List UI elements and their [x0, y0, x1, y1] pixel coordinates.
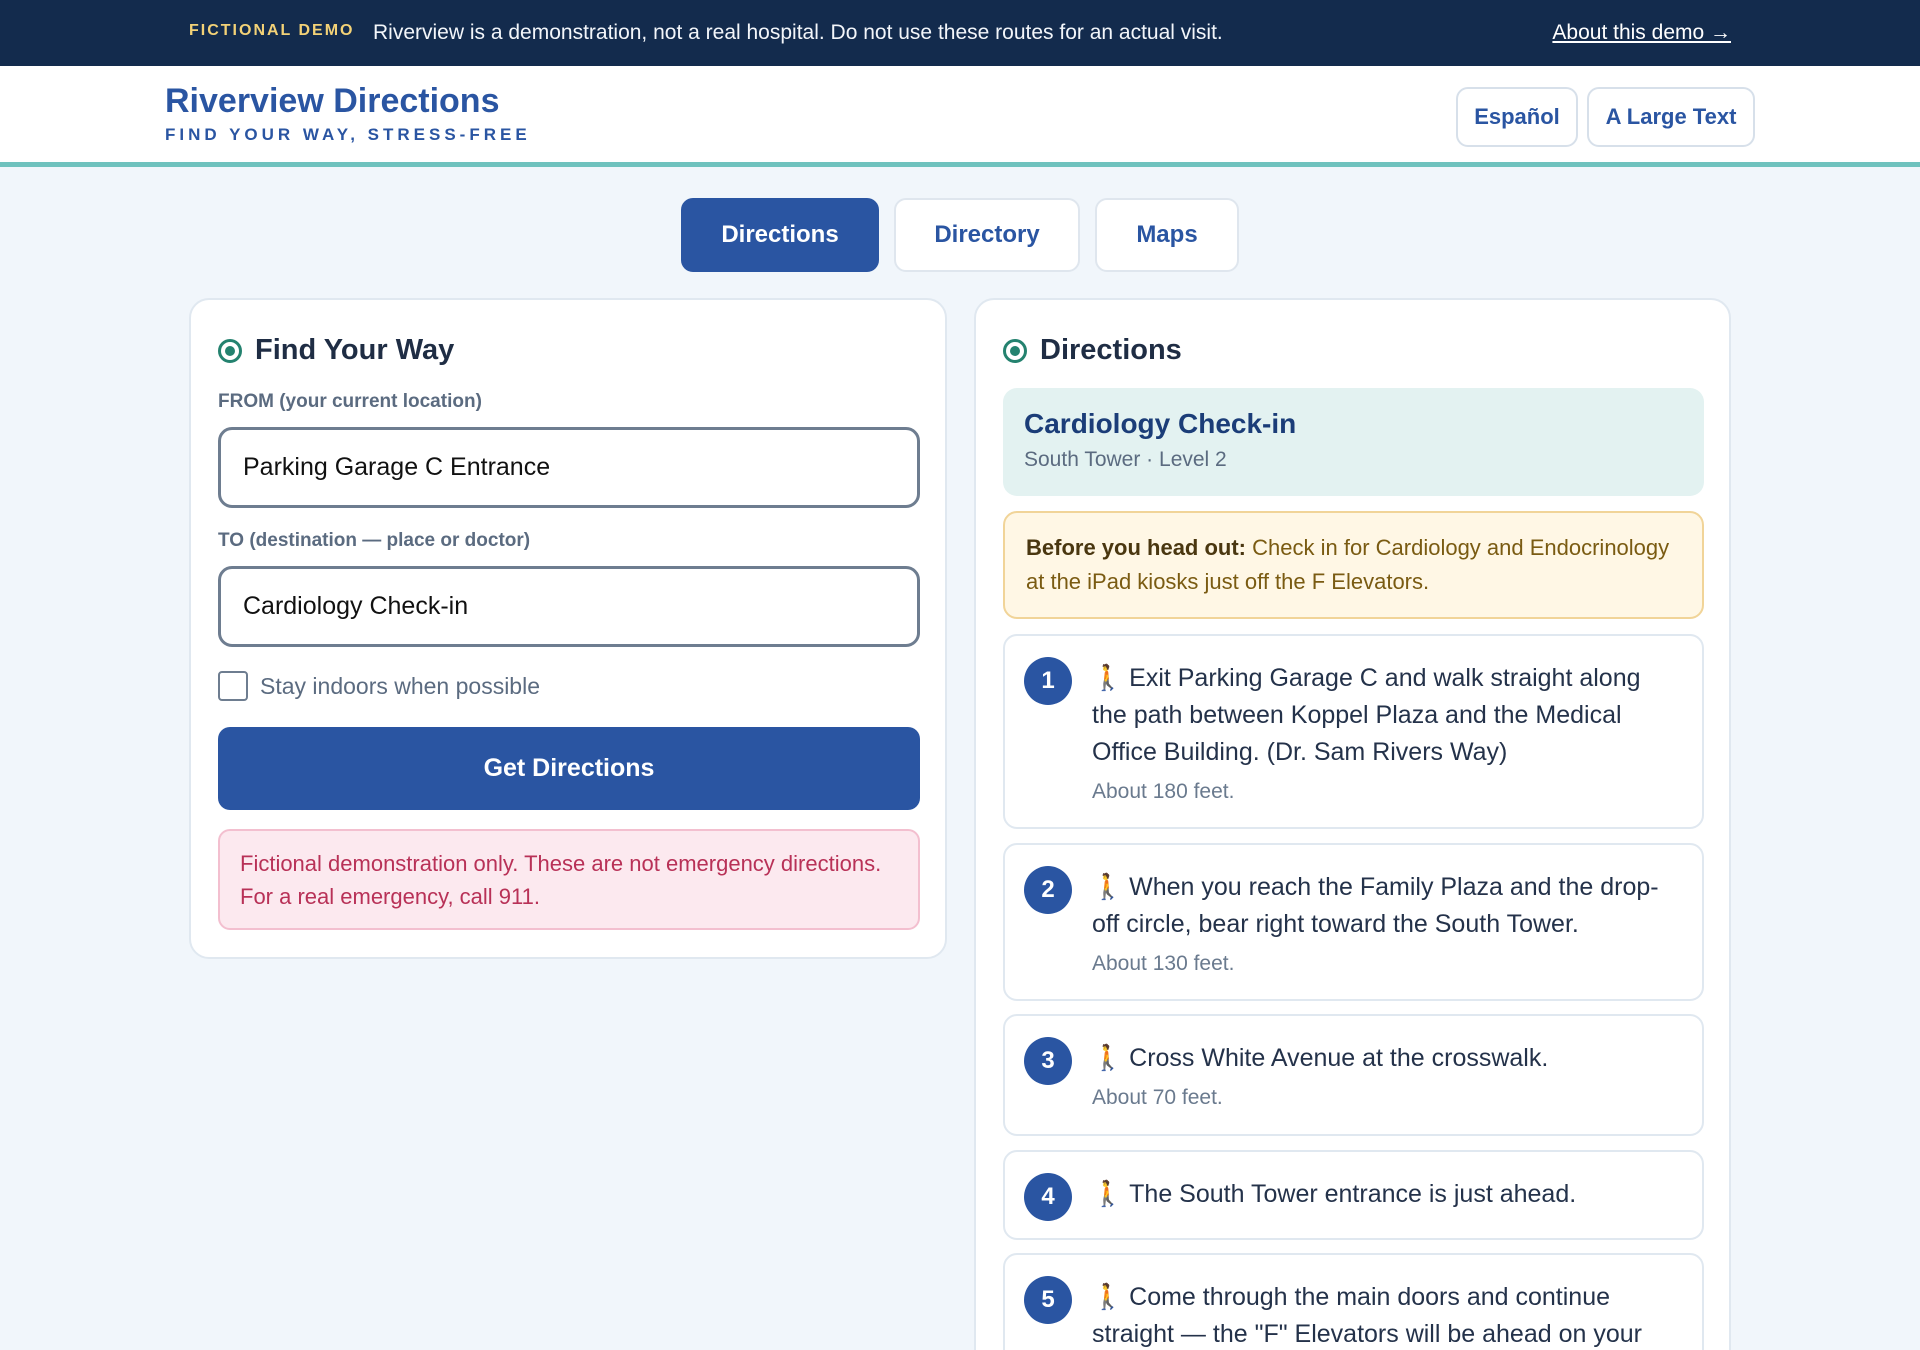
- stay-indoors-checkbox[interactable]: [218, 671, 540, 701]
- walking-person-icon: 🚶: [1092, 873, 1124, 901]
- directions-card: [974, 298, 1731, 1350]
- step-number: 2: [1024, 866, 1072, 914]
- step-distance: About 130 feet.: [1092, 952, 1235, 975]
- from-input[interactable]: [218, 427, 920, 508]
- note-text: Check in for Cardiology and Endocrinology at the iPad kiosks just off the F Elevators.: [1026, 535, 1670, 594]
- tab-directory[interactable]: Directory: [894, 198, 1080, 272]
- direction-step: [1003, 1014, 1704, 1136]
- find-your-way-card: [189, 298, 947, 959]
- step-text: The South Tower entrance is just ahead.: [1129, 1180, 1577, 1208]
- before-you-head-out-note: [1003, 511, 1704, 619]
- step-number: 1: [1024, 657, 1072, 705]
- walking-person-icon: 🚶: [1092, 1180, 1124, 1208]
- checkbox-box[interactable]: [218, 671, 248, 701]
- walking-person-icon: 🚶: [1092, 1044, 1124, 1072]
- site-header: [0, 66, 1920, 167]
- find-your-way-heading: [218, 334, 454, 367]
- step-text: Cross White Avenue at the crosswalk.: [1129, 1044, 1549, 1072]
- note-label: Before you head out:: [1026, 535, 1247, 560]
- large-text-button[interactable]: A Large Text: [1587, 87, 1755, 147]
- site-title[interactable]: Riverview Directions: [165, 82, 500, 120]
- step-text: When you reach the Family Plaza and the drop-off circle, bear right toward the South Tower.: [1092, 873, 1659, 938]
- to-label: TO (destination — place or doctor): [218, 530, 531, 551]
- destination-location: South Tower · Level 2: [1024, 448, 1227, 471]
- site-tagline: FIND YOUR WAY, STRESS-FREE: [165, 125, 531, 144]
- tab-maps[interactable]: Maps: [1095, 198, 1239, 272]
- destination-name: Cardiology Check-in: [1024, 408, 1297, 439]
- tab-directions[interactable]: Directions: [681, 198, 879, 272]
- step-distance: About 70 feet.: [1092, 1086, 1223, 1109]
- from-label: FROM (your current location): [218, 391, 482, 412]
- step-number: 3: [1024, 1037, 1072, 1085]
- step-text: Come through the main doors and continue straight — the "F" Elevators will be ahead on your: [1092, 1283, 1642, 1348]
- target-icon: [1003, 339, 1027, 363]
- destination-summary: [1003, 388, 1704, 496]
- language-button[interactable]: Español: [1456, 87, 1578, 147]
- find-your-way-title: Find Your Way: [255, 334, 455, 366]
- walking-person-icon: 🚶: [1092, 664, 1124, 692]
- emergency-disclaimer: Fictional demonstration only. These are not emergency directions. For a real emergency, call 911.: [218, 829, 920, 930]
- step-number: 5: [1024, 1276, 1072, 1324]
- stay-indoors-label: Stay indoors when possible: [260, 672, 540, 699]
- to-input[interactable]: [218, 566, 920, 647]
- step-text: Exit Parking Garage C and walk straight along the path between Koppel Plaza and the Medical Office Building. (Dr. Sam Rivers Way): [1092, 664, 1641, 766]
- direction-step: [1003, 634, 1704, 829]
- brand: [165, 82, 531, 145]
- get-directions-button[interactable]: Get Directions: [218, 727, 920, 810]
- direction-step: [1003, 843, 1704, 1001]
- about-demo-link[interactable]: About this demo →: [1552, 21, 1731, 44]
- main-tabs: [0, 198, 1920, 272]
- walking-person-icon: 🚶: [1092, 1283, 1124, 1311]
- direction-step: [1003, 1253, 1704, 1350]
- demo-message: Riverview is a demonstration, not a real hospital. Do not use these routes for an actual visit.: [373, 21, 1223, 44]
- demo-tag: FICTIONAL DEMO: [189, 22, 355, 39]
- direction-step: [1003, 1150, 1704, 1240]
- directions-title: Directions: [1040, 334, 1182, 366]
- demo-banner: [0, 0, 1920, 66]
- directions-heading: [1003, 334, 1182, 367]
- step-number: 4: [1024, 1173, 1072, 1221]
- target-icon: [218, 339, 242, 363]
- step-distance: About 180 feet.: [1092, 780, 1235, 803]
